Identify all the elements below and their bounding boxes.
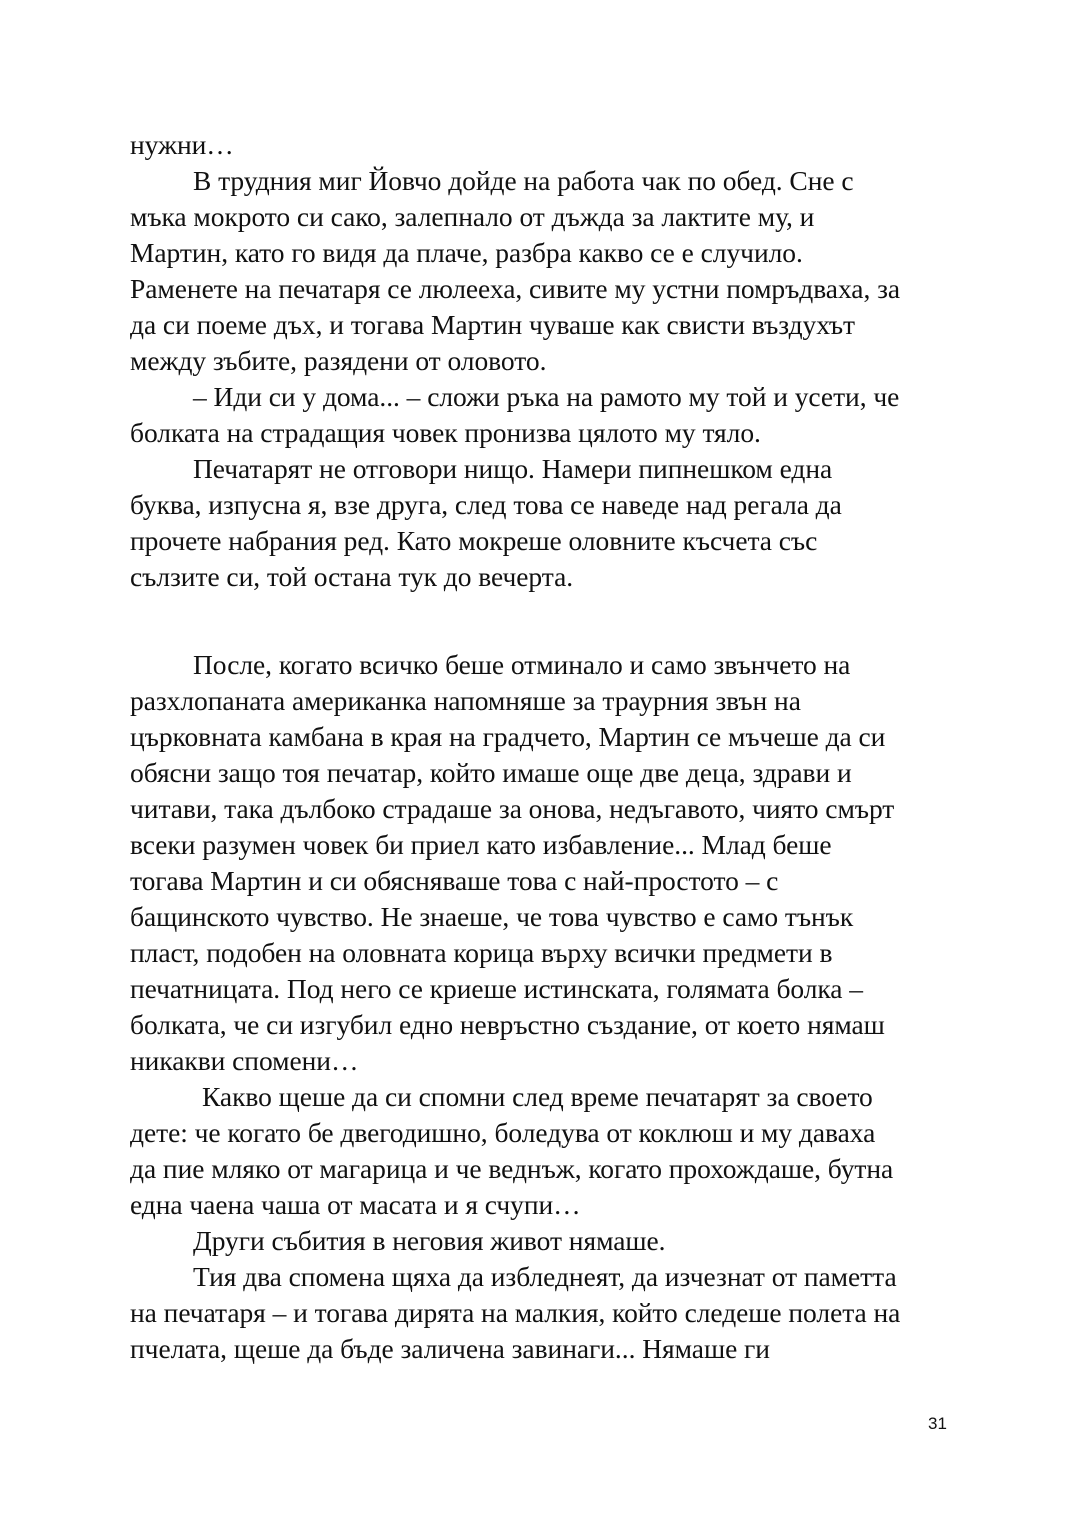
text-line: обясни защо тоя печатар, който имаше още две деца, здрави и [130, 757, 852, 788]
text-block-bottom [130, 647, 960, 1367]
text-line: разхлопаната американка напомняше за траурния звън на [130, 685, 801, 716]
text-block-top [130, 127, 960, 595]
paragraph-start-line: В трудния миг Йовчо дойде на работа чак по обед. Сне с [193, 165, 854, 196]
text-line: мъка мокрото си сако, залепнало от дъжда за лактите му, и [130, 201, 815, 232]
paragraph-start-line: Други събития в неговия живот нямаше. [193, 1225, 666, 1256]
text-line: църковната камбана в края на градчето, Мартин се мъчеше да си [130, 721, 886, 752]
text-line: буква, изпусна я, взе друга, след това се наведе над регала да [130, 489, 842, 520]
text-line: всеки разумен човек би приел като избавление... Млад беше [130, 829, 832, 860]
text-line: дете: че когато бе двегодишно, боледува от коклюш и му даваха [130, 1117, 876, 1148]
paragraph-start-line: Печатарят не отговори нищо. Намери пипнешком една [193, 453, 833, 484]
text-line: на печатаря – и тогава дирята на малкия, който следеше полета на [130, 1297, 901, 1328]
text-line: болката, че си изгубил едно невръстно създание, от което нямаш [130, 1009, 885, 1040]
text-line: нужни… [130, 129, 234, 160]
text-line: да пие мляко от магарица и че веднъж, когато прохождаше, бутна [130, 1153, 894, 1184]
text-line: болката на страдащия човек пронизва цялото му тяло. [130, 417, 761, 448]
text-line: никакви спомени… [130, 1045, 359, 1076]
text-line: бащинското чувство. Не знаеше, че това чувство е само тънък [130, 901, 854, 932]
text-line: читави, така дълбоко страдаше за онова, недъгавото, чиято смърт [130, 793, 895, 824]
text-line: една чаена чаша от масата и я счупи… [130, 1189, 581, 1220]
text-line: пласт, подобен на оловната корица върху всички предмети в [130, 937, 833, 968]
text-line: пчелата, щеше да бъде заличена завинаги... Нямаше ги [130, 1333, 770, 1364]
text-line: да си поеме дъх, и тогава Мартин чуваше как свисти въздухът [130, 309, 856, 340]
text-line: тогава Мартин и си обясняваше това с най-простото – с [130, 865, 779, 896]
text-line: прочете набрания ред. Като мокреше оловните късчета със [130, 525, 818, 556]
dialogue-line: – Иди си у дома... – сложи ръка на рамото му той и усети, че [193, 381, 900, 412]
text-line: Мартин, като го видя да плаче, разбра какво се е случило. [130, 237, 803, 268]
text-line: сълзите си, той остана тук до вечерта. [130, 561, 574, 592]
paragraph-start-line: Тия два спомена щяха да избледнеят, да изчезнат от паметта [193, 1261, 897, 1292]
paragraph-start-line: После, когато всичко беше отминало и само звънчето на [193, 649, 851, 680]
text-line: Раменете на печатаря се люлееха, сивите му устни помръдваха, за [130, 273, 901, 304]
paragraph-start-line: Какво щеше да си спомни след време печатарят за своето [202, 1081, 873, 1112]
page-number: 31 [928, 1414, 947, 1433]
text-line: между зъбите, разядени от оловото. [130, 345, 547, 376]
text-line: печатницата. Под него се криеше истинската, голямата болка – [130, 973, 863, 1004]
